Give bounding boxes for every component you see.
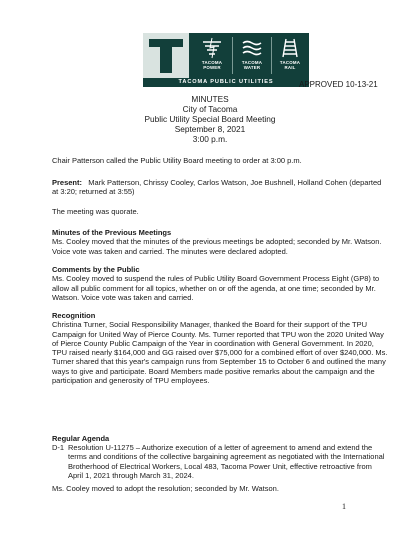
present-label: Present: — [52, 178, 83, 187]
document-title: MINUTES — [191, 94, 229, 104]
adoption-motion: Ms. Cooley moved to adopt the resolution; seconded by Mr. Watson. — [52, 484, 279, 493]
meeting-name: Public Utility Special Board Meeting — [144, 114, 276, 124]
agenda-item-number: D-1 — [52, 443, 65, 452]
page-number: 1 — [342, 502, 346, 511]
previous-minutes-text: Ms. Cooley moved that the minutes of the previous meetings be adopted; seconded by Mr. Watson. Voice vote was taken and carried. The minutes were declared adopted. — [52, 237, 382, 256]
public-comments-heading: Comments by the Public — [52, 265, 140, 274]
call-to-order: Chair Patterson called the Public Utility Board meeting to order at 3:00 p.m. — [52, 156, 302, 165]
logo-unit-power: TACOMA POWER — [193, 33, 231, 78]
recognition-heading: Recognition — [52, 311, 96, 320]
agenda-item-text: Resolution U-11275 – Authorize execution of a letter of agreement to amend and extend the terms and conditions of the collective bargaining agreement as negotiated with the International Brotherhood of Electrical Workers, Local 483, Tacoma Power Unit, effective retroactive from April 1, 2021 through March 31, 2024. — [68, 443, 385, 480]
quorum-statement: The meeting was quorate. — [52, 207, 139, 216]
logo-footer-text: TACOMA PUBLIC UTILITIES — [178, 79, 274, 85]
meeting-time: 3:00 p.m. — [192, 134, 228, 144]
approved-date: APPROVED 10-13-21 — [299, 80, 378, 89]
meeting-date: September 8, 2021 — [174, 124, 246, 134]
t-logo-icon — [143, 33, 189, 78]
rail-icon — [279, 37, 301, 59]
recognition-section — [52, 311, 388, 385]
organization-name: City of Tacoma — [182, 104, 238, 114]
regular-agenda-heading: Regular Agenda — [52, 434, 110, 443]
tacoma-public-utilities-logo — [143, 33, 309, 87]
public-comments-section — [52, 265, 388, 302]
public-comments-text: Ms. Cooley moved to suspend the rules of Public Utility Board Government Process Eight (GP8) to allow all public comment for all topics, whether on or off the agenda, at one time; seconded by Mr. Watson. Voice vote was taken and carried. — [52, 274, 380, 302]
minutes-header — [0, 94, 420, 144]
previous-minutes-section — [52, 228, 388, 256]
agenda-item — [52, 443, 388, 480]
present-section — [52, 178, 388, 197]
water-waves-icon — [241, 37, 263, 59]
recognition-text: Christina Turner, Social Responsibility Manager, thanked the Board for their support of the TPU Campaign for United Way of Pierce County. Ms. Turner reported that TPU won the 2020 United Way of Pierce County Public Campaign of the Year in coordination with General Government. In 2020, TPU raised nearly $164,000 and GG raised over $75,000 for a combined effort of over $240,000. Ms. Turner shared that this year's campaign runs from September 15 to October 6 and outlined the many ways to give and participate. Board Members made positive remarks about the campaign and the participation and generosity of TPU employees. — [52, 320, 388, 386]
present-list: Mark Patterson, Chrissy Cooley, Carlos Watson, Joe Bushnell, Holland Cohen (departed at 3:20; returned at 3:55) — [52, 178, 382, 197]
logo-unit-rail: TACOMA RAIL — [271, 33, 309, 78]
previous-minutes-heading: Minutes of the Previous Meetings — [52, 228, 172, 237]
power-waves-icon — [201, 37, 223, 59]
logo-unit-water: TACOMA WATER — [233, 33, 271, 78]
